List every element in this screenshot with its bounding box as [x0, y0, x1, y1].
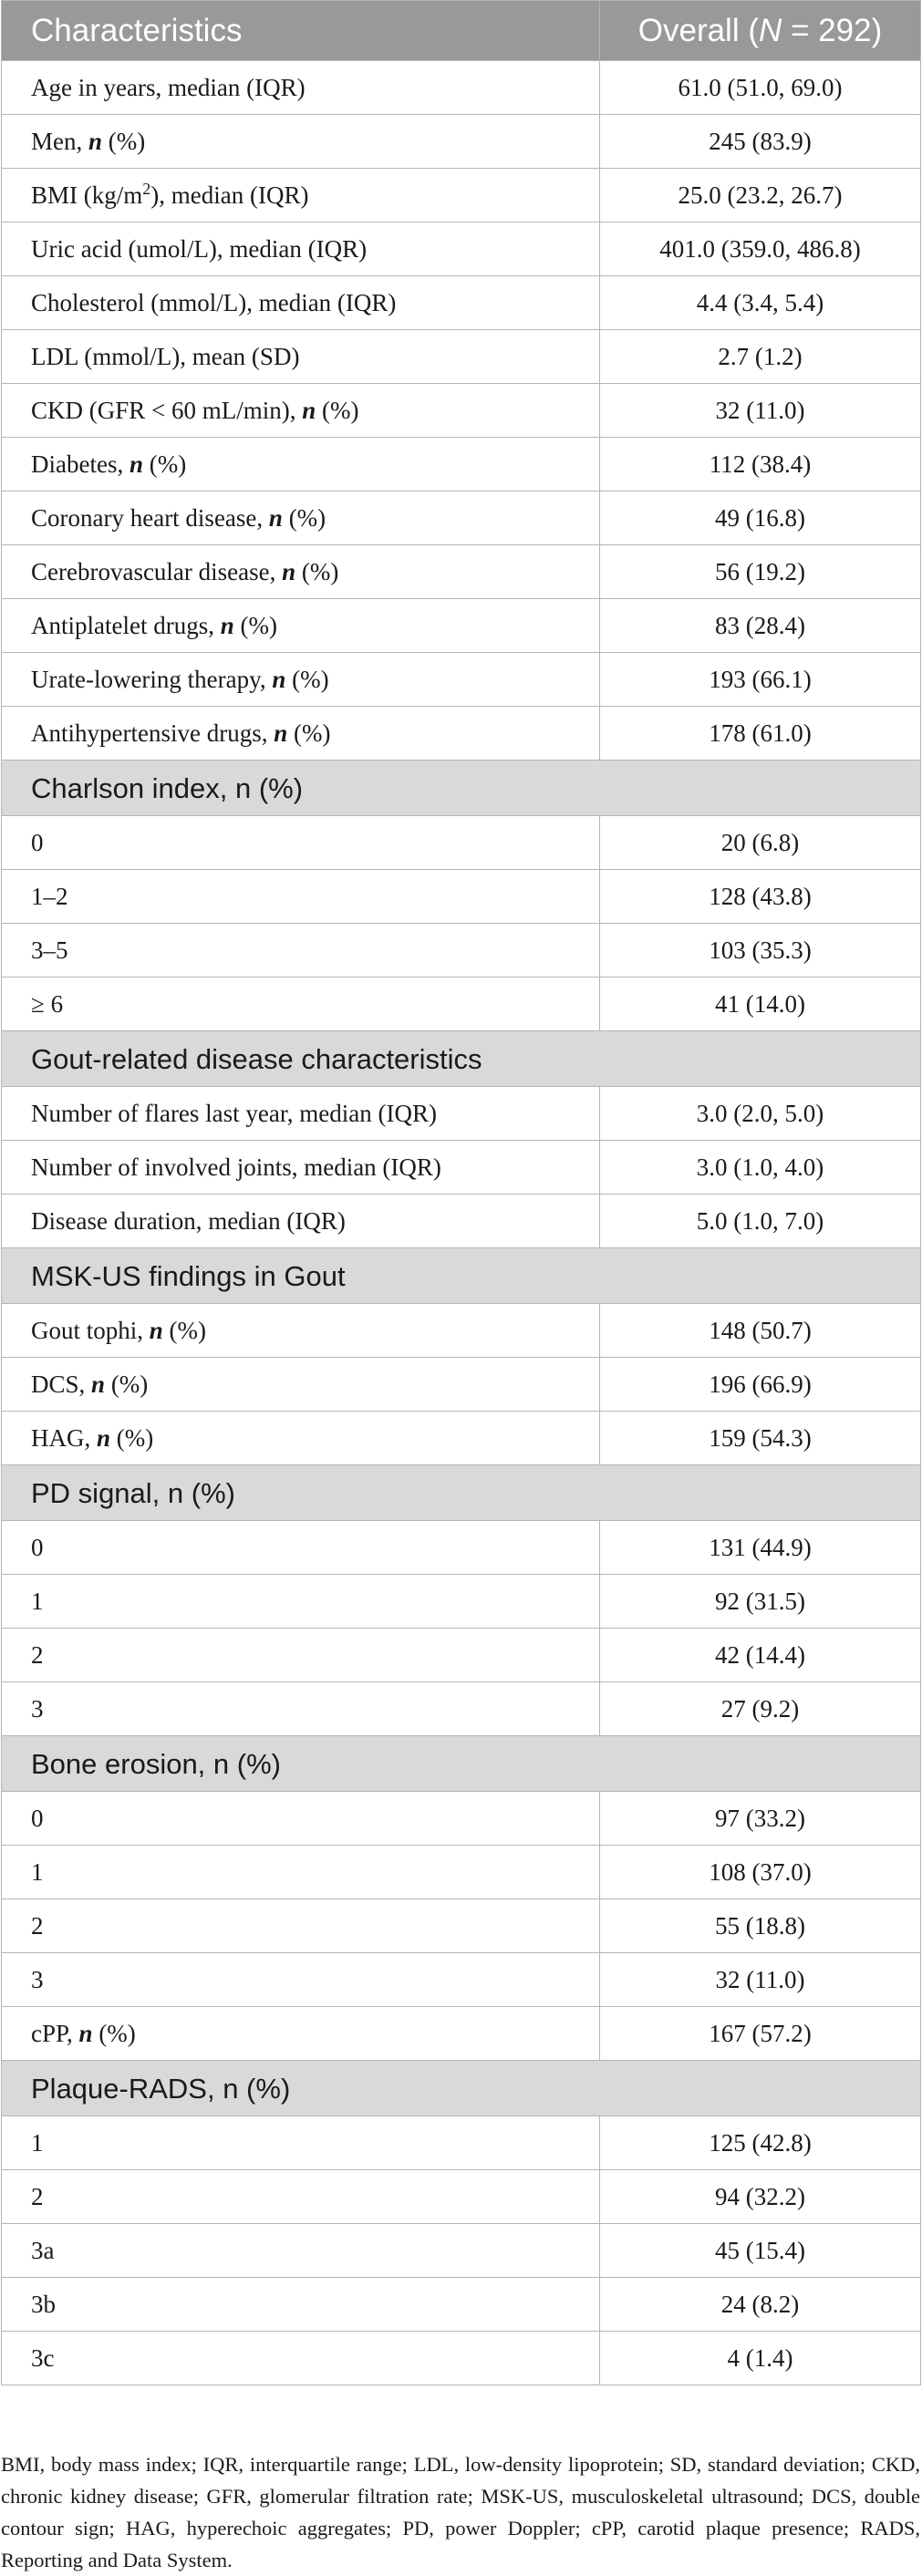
row-value: 131 (44.9) [600, 1521, 921, 1575]
table-row [2, 1141, 921, 1195]
table-row [2, 61, 921, 115]
row-label-text: 3c [31, 2343, 55, 2372]
row-label-text: 2 [31, 2182, 44, 2210]
row-label-n: n [88, 127, 103, 155]
row-value: 49 (16.8) [600, 491, 921, 545]
row-label-text: Gout tophi, [31, 1316, 150, 1344]
row-label [2, 115, 600, 169]
table-row [2, 1358, 921, 1412]
row-value: 167 (57.2) [600, 2007, 921, 2061]
row-label-n: n [97, 1423, 111, 1452]
table-row [2, 1629, 921, 1682]
row-value: 97 (33.2) [600, 1792, 921, 1846]
row-label-text: Cholesterol (mmol/L), median (IQR) [31, 288, 397, 316]
section-header-row [2, 1031, 921, 1087]
table-header-row [2, 1, 921, 61]
section-header-row [2, 1248, 921, 1304]
row-label [2, 491, 600, 545]
row-value: 32 (11.0) [600, 1953, 921, 2007]
row-label-suffix: (%) [105, 1370, 149, 1398]
row-value: 2.7 (1.2) [600, 330, 921, 384]
row-value: 4 (1.4) [600, 2332, 921, 2385]
row-label-suffix: (%) [110, 1423, 154, 1452]
row-label-text: 3–5 [31, 936, 68, 964]
row-label-text: HAG, [31, 1423, 97, 1452]
row-value: 3.0 (2.0, 5.0) [600, 1087, 921, 1141]
row-label [2, 816, 600, 870]
row-label [2, 1195, 600, 1248]
row-label [2, 1304, 600, 1358]
row-label-suffix: (%) [162, 1316, 207, 1344]
header-overall-suffix: = 292) [782, 12, 883, 48]
row-label-suffix: (%) [92, 2019, 136, 2047]
row-value: 25.0 (23.2, 26.7) [600, 169, 921, 222]
row-label-text: Antiplatelet drugs, [31, 611, 221, 639]
table-row [2, 1792, 921, 1846]
row-label-suffix: (%) [316, 396, 359, 424]
row-label [2, 1629, 600, 1682]
row-label-text: CKD (GFR < 60 mL/min), [31, 396, 303, 424]
row-label-text: Coronary heart disease, [31, 503, 269, 532]
row-label-text: LDL (mmol/L), mean (SD) [31, 342, 300, 370]
table-row [2, 2332, 921, 2385]
row-label [2, 1141, 600, 1195]
row-value: 148 (50.7) [600, 1304, 921, 1358]
row-value: 24 (8.2) [600, 2278, 921, 2332]
row-value: 27 (9.2) [600, 1682, 921, 1736]
row-label-n: n [91, 1370, 106, 1398]
row-label-text: 1–2 [31, 882, 68, 910]
row-value: 103 (35.3) [600, 924, 921, 978]
table-row [2, 491, 921, 545]
table-footnote: BMI, body mass index; IQR, interquartile range; LDL, low-density lipoprotein; SD, standard deviation; CKD, chronic kidney disease; GFR, glomerular filtration rate; MSK-US, musculoskeletal ultrasound; DCS, double contour sign; HAG, hyperechoic aggregates; PD, power Doppler; cPP, carotid plaque presence; RADS, Reporting and Data System. [1, 2453, 920, 2571]
row-value: 159 (54.3) [600, 1412, 921, 1465]
table-row [2, 276, 921, 330]
row-label-superscript: 2 [142, 179, 151, 198]
row-label [2, 2170, 600, 2224]
row-label [2, 61, 600, 115]
row-label-text: 3 [31, 1694, 44, 1723]
row-label [2, 924, 600, 978]
row-label-suffix: (%) [233, 611, 277, 639]
row-label-text: 0 [31, 1533, 44, 1561]
row-label-n: n [274, 719, 288, 747]
table-row [2, 384, 921, 438]
row-label [2, 978, 600, 1031]
row-label-text: 1 [31, 2128, 44, 2157]
row-label-text: Urate-lowering therapy, [31, 665, 273, 693]
row-label [2, 1682, 600, 1736]
row-value: 42 (14.4) [600, 1629, 921, 1682]
row-value: 196 (66.9) [600, 1358, 921, 1412]
row-value: 193 (66.1) [600, 653, 921, 707]
table-row [2, 1899, 921, 1953]
row-value: 108 (37.0) [600, 1846, 921, 1899]
section-title: Plaque-RADS, n (%) [2, 2061, 921, 2116]
row-value: 20 (6.8) [600, 816, 921, 870]
row-value: 5.0 (1.0, 7.0) [600, 1195, 921, 1248]
row-value: 32 (11.0) [600, 384, 921, 438]
row-value: 4.4 (3.4, 5.4) [600, 276, 921, 330]
row-label-text: 0 [31, 1804, 44, 1832]
row-label [2, 707, 600, 760]
row-label [2, 169, 600, 222]
table-row [2, 1087, 921, 1141]
row-label [2, 2224, 600, 2278]
row-label [2, 1846, 600, 1899]
table-body [2, 61, 921, 2385]
table-row [2, 978, 921, 1031]
row-label-text: 1 [31, 1587, 44, 1615]
table-row [2, 330, 921, 384]
row-label [2, 1412, 600, 1465]
row-label-suffix: (%) [295, 557, 339, 585]
row-value: 61.0 (51.0, 69.0) [600, 61, 921, 115]
section-title: Charlson index, n (%) [2, 760, 921, 816]
row-label-text: BMI (kg/m [31, 181, 143, 209]
row-label [2, 1899, 600, 1953]
row-label-text: Uric acid (umol/L), median (IQR) [31, 234, 368, 263]
row-value: 92 (31.5) [600, 1575, 921, 1629]
table-row [2, 222, 921, 276]
row-label-text: Antihypertensive drugs, [31, 719, 275, 747]
row-label [2, 1792, 600, 1846]
row-value: 83 (28.4) [600, 599, 921, 653]
row-value: 125 (42.8) [600, 2116, 921, 2170]
section-header-row [2, 1465, 921, 1521]
row-label-text: 2 [31, 1640, 44, 1669]
row-label-text: Men, [31, 127, 88, 155]
section-header-row [2, 1736, 921, 1792]
table-row [2, 1682, 921, 1736]
row-value: 245 (83.9) [600, 115, 921, 169]
row-label-suffix: ), median (IQR) [150, 181, 309, 209]
row-label-n: n [272, 665, 286, 693]
row-label-n: n [78, 2019, 93, 2047]
row-label [2, 599, 600, 653]
row-label-suffix: (%) [143, 450, 187, 478]
row-label-text: Disease duration, median (IQR) [31, 1206, 346, 1235]
row-value: 55 (18.8) [600, 1899, 921, 1953]
row-label-text: 3a [31, 2236, 55, 2264]
row-value: 128 (43.8) [600, 870, 921, 924]
section-header-row [2, 2061, 921, 2116]
characteristics-table [1, 0, 921, 2385]
row-label-text: 3 [31, 1965, 44, 1993]
row-label-n: n [149, 1316, 163, 1344]
header-characteristics: Characteristics [2, 1, 600, 61]
row-label-text: Diabetes, [31, 450, 129, 478]
row-label-n: n [129, 450, 143, 478]
row-label-suffix: (%) [287, 719, 331, 747]
row-label-suffix: (%) [282, 503, 326, 532]
row-label-text: cPP, [31, 2019, 79, 2047]
row-label [2, 1521, 600, 1575]
row-label [2, 1087, 600, 1141]
row-label-suffix: (%) [102, 127, 146, 155]
row-label-text: Number of involved joints, median (IQR) [31, 1153, 441, 1181]
row-label-text: Number of flares last year, median (IQR) [31, 1099, 437, 1127]
table-row [2, 599, 921, 653]
row-label [2, 276, 600, 330]
row-value: 178 (61.0) [600, 707, 921, 760]
table-row [2, 2224, 921, 2278]
row-value: 45 (15.4) [600, 2224, 921, 2278]
table-row [2, 1846, 921, 1899]
row-value: 112 (38.4) [600, 438, 921, 491]
row-label-text: 0 [31, 828, 44, 856]
row-label-text: 2 [31, 1911, 44, 1940]
row-label [2, 1953, 600, 2007]
row-value: 401.0 (359.0, 486.8) [600, 222, 921, 276]
row-label [2, 870, 600, 924]
row-label-n: n [302, 396, 316, 424]
header-overall [600, 1, 921, 61]
table-row [2, 1575, 921, 1629]
row-value: 41 (14.0) [600, 978, 921, 1031]
row-label-text: Cerebrovascular disease, [31, 557, 283, 585]
row-label-text: Age in years, median (IQR) [31, 73, 306, 101]
table-row [2, 1521, 921, 1575]
table-row [2, 2278, 921, 2332]
section-title: PD signal, n (%) [2, 1465, 921, 1521]
row-label [2, 1358, 600, 1412]
row-value: 56 (19.2) [600, 545, 921, 599]
table-row [2, 1412, 921, 1465]
table-row [2, 2170, 921, 2224]
section-title: MSK-US findings in Gout [2, 1248, 921, 1304]
table-row [2, 2116, 921, 2170]
table-row [2, 653, 921, 707]
section-title: Gout-related disease characteristics [2, 1031, 921, 1087]
row-label [2, 2116, 600, 2170]
header-overall-prefix: Overall ( [637, 12, 759, 48]
row-value: 3.0 (1.0, 4.0) [600, 1141, 921, 1195]
table-row [2, 870, 921, 924]
row-label-text: 3b [31, 2290, 56, 2318]
row-value: 94 (32.2) [600, 2170, 921, 2224]
table-row [2, 707, 921, 760]
row-label [2, 330, 600, 384]
row-label-text: 1 [31, 1857, 44, 1886]
row-label-n: n [220, 611, 234, 639]
table-row [2, 545, 921, 599]
row-label [2, 653, 600, 707]
row-label [2, 2332, 600, 2385]
table-row [2, 1195, 921, 1248]
table-row [2, 924, 921, 978]
row-label [2, 222, 600, 276]
row-label-text: DCS, [31, 1370, 92, 1398]
row-label [2, 438, 600, 491]
row-label [2, 2278, 600, 2332]
row-label-n: n [282, 557, 296, 585]
row-label [2, 1575, 600, 1629]
row-label-n: n [268, 503, 283, 532]
table-row [2, 169, 921, 222]
section-header-row [2, 760, 921, 816]
section-title: Bone erosion, n (%) [2, 1736, 921, 1792]
row-label [2, 2007, 600, 2061]
row-label-text: ≥ 6 [31, 989, 64, 1018]
table-row [2, 816, 921, 870]
row-label [2, 384, 600, 438]
table-row [2, 1304, 921, 1358]
table-row [2, 1953, 921, 2007]
header-overall-n: N [759, 12, 782, 48]
table-row [2, 438, 921, 491]
table-row [2, 2007, 921, 2061]
row-label [2, 545, 600, 599]
row-label-suffix: (%) [285, 665, 329, 693]
table-row [2, 115, 921, 169]
